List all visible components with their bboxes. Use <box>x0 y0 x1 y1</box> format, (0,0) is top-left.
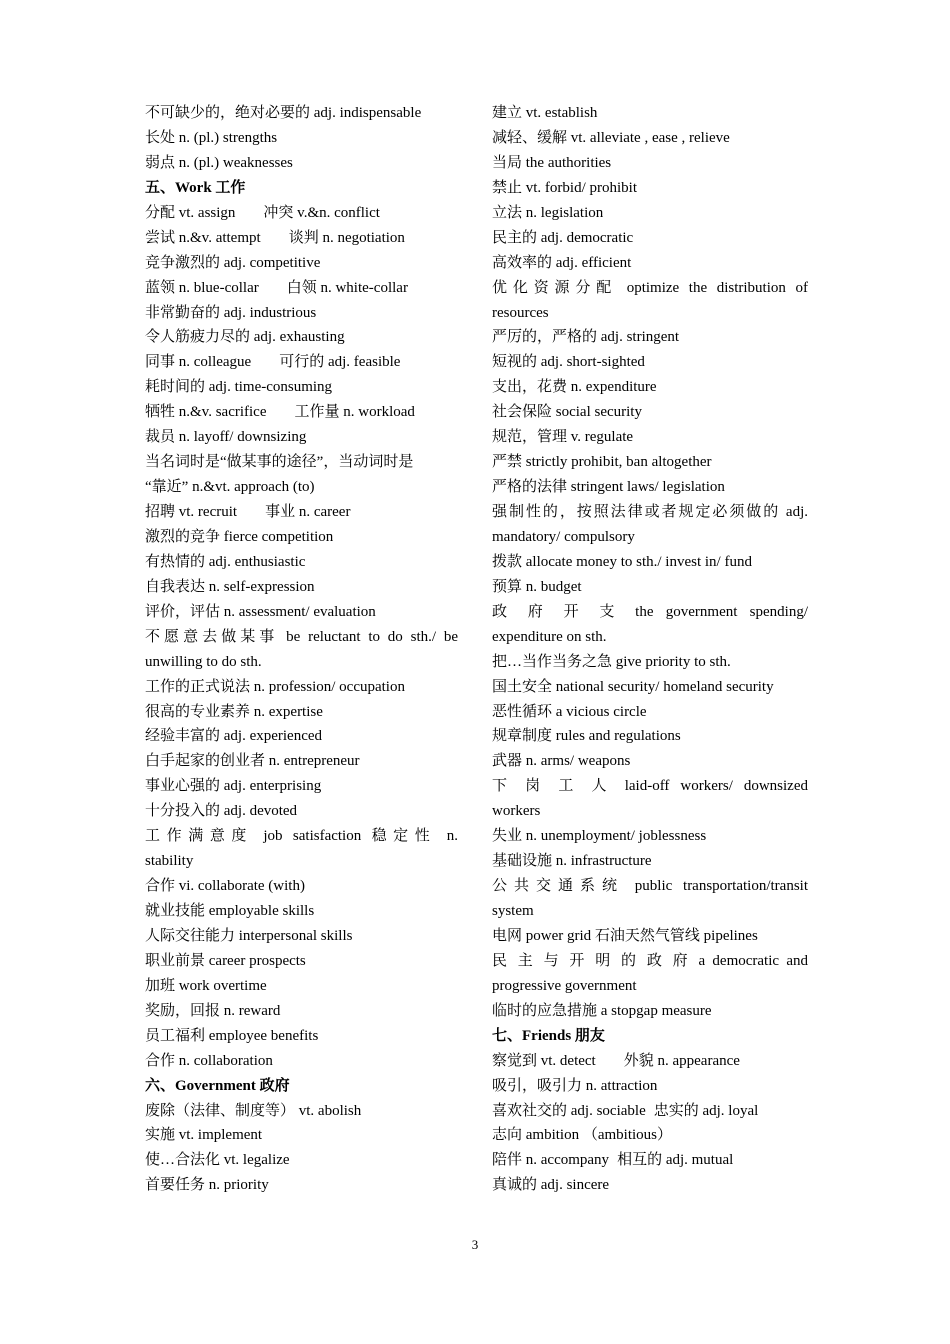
vocab-line <box>145 749 458 774</box>
entry-text: 牺牲 n.&v. sacrifice <box>145 404 267 421</box>
entry-text: 不可缺少的，绝对必要的 adj. indispensable <box>145 105 422 121</box>
entry-text: 志向 ambition （ambitious） <box>492 1127 672 1144</box>
vocab-line <box>145 400 458 425</box>
vocab-line <box>492 675 808 700</box>
vocab-line <box>145 625 458 650</box>
entry-text: unwilling to do sth. <box>145 653 262 670</box>
entry-text: 规章制度 rules and regulations <box>492 728 681 745</box>
entry-text: 建立 vt. establish <box>492 105 598 121</box>
entry-text: 武器 n. arms/ weapons <box>492 753 631 770</box>
vocab-line <box>492 1074 808 1099</box>
entry-text: 废除（法律、制度等） vt. abolish <box>145 1102 362 1119</box>
entry-text-second: 谈判 n. negotiation <box>288 229 405 246</box>
vocab-line <box>145 500 458 525</box>
vocab-line <box>492 550 808 575</box>
entry-text-second: 工作量 n. workload <box>294 404 415 421</box>
vocab-line <box>145 251 458 276</box>
vocab-line <box>145 974 458 999</box>
section-heading <box>145 1074 458 1099</box>
vocab-line <box>145 226 458 251</box>
vocab-line <box>492 799 808 824</box>
vocab-line <box>492 1099 808 1124</box>
entry-text: 国土安全 national security/ homeland security <box>492 678 774 695</box>
entry-text: 人际交往能力 interpersonal skills <box>145 927 353 944</box>
right-column <box>492 101 808 1198</box>
vocab-line <box>492 400 808 425</box>
left-column <box>145 101 458 1198</box>
entry-text-second: 外貌 n. appearance <box>623 1052 740 1069</box>
vocab-line <box>145 1148 458 1173</box>
vocab-line <box>145 475 458 500</box>
vocab-line <box>492 600 808 625</box>
entry-text: 有热情的 adj. enthusiastic <box>145 553 306 570</box>
entry-text: 十分投入的 adj. devoted <box>145 803 298 820</box>
vocab-line <box>492 650 808 675</box>
entry-text: 优化资源分配 optimize the distribution of <box>492 279 808 296</box>
vocab-line <box>492 1049 808 1074</box>
entry-text: 吸引，吸引力 n. attraction <box>492 1077 658 1094</box>
vocab-line <box>145 450 458 475</box>
entry-text: 不愿意去做某事 be reluctant to do sth./ be <box>145 628 458 645</box>
vocab-line <box>492 575 808 600</box>
entry-text-second: 可行的 adj. feasible <box>279 354 401 371</box>
vocab-line <box>145 101 458 126</box>
entry-text: 令人筋疲力尽的 adj. exhausting <box>145 329 345 346</box>
entry-text: 察觉到 vt. detect <box>492 1052 596 1069</box>
entry-text: 强制性的，按照法律或者规定必须做的 adj. <box>492 504 808 520</box>
vocab-line <box>145 774 458 799</box>
entry-text: 社会保险 social security <box>492 404 642 421</box>
entry-text: 裁员 n. layoff/ downsizing <box>145 429 307 446</box>
vocab-line <box>492 500 808 525</box>
entry-text: 恶性循环 a vicious circle <box>492 703 647 720</box>
entry-text: 下 岗 工 人 laid-off workers/ downsized <box>492 778 808 795</box>
vocab-line <box>492 151 808 176</box>
entry-text: 加班 work overtime <box>145 977 267 994</box>
vocab-line <box>145 276 458 301</box>
entry-text: 电网 power grid 石油天然气管线 pipelines <box>492 927 758 944</box>
vocab-line <box>492 625 808 650</box>
vocab-line <box>492 226 808 251</box>
vocab-line <box>145 575 458 600</box>
entry-text: 很高的专业素养 n. expertise <box>145 703 323 720</box>
vocab-line <box>145 550 458 575</box>
entry-text: 真诚的 adj. sincere <box>492 1177 610 1194</box>
entry-text: 减轻、缓解 vt. alleviate , ease , relieve <box>492 129 730 146</box>
vocab-line <box>145 724 458 749</box>
section-heading <box>492 1024 808 1049</box>
entry-text: 当名词时是“做某事的途径”，当动词时是 <box>145 454 414 471</box>
entry-text: 基础设施 n. infrastructure <box>492 853 652 870</box>
entry-text: 把…当作当务之急 give priority to sth. <box>492 653 731 670</box>
entry-text-second: 忠实的 adj. loyal <box>653 1102 759 1119</box>
vocab-line <box>145 151 458 176</box>
entry-text: 竞争激烈的 adj. competitive <box>145 254 321 271</box>
entry-text: 使…合法化 vt. legalize <box>145 1152 290 1169</box>
entry-text: 五、Work 工作 <box>145 179 246 196</box>
vocab-line <box>492 700 808 725</box>
vocab-line <box>145 600 458 625</box>
vocab-line <box>492 999 808 1024</box>
vocab-line <box>492 450 808 475</box>
vocab-line <box>492 824 808 849</box>
vocab-line <box>492 425 808 450</box>
section-heading <box>145 176 458 201</box>
entry-text: 公共交通系统 public transportation/transit <box>492 878 808 895</box>
vocab-line <box>145 874 458 899</box>
entry-text: 尝试 n.&v. attempt <box>145 229 261 246</box>
entry-text: 禁止 vt. forbid/ prohibit <box>492 179 637 196</box>
entry-text: 政 府 开 支 the government spending/ <box>492 603 808 620</box>
vocab-line <box>492 749 808 774</box>
vocab-line <box>492 924 808 949</box>
entry-text-second: 冲突 v.&n. conflict <box>263 204 380 221</box>
entry-text: 员工福利 employee benefits <box>145 1027 319 1044</box>
vocab-line <box>492 101 808 126</box>
vocab-line <box>145 650 458 675</box>
entry-text: system <box>492 903 534 919</box>
vocab-line <box>492 350 808 375</box>
vocab-line <box>145 824 458 849</box>
entry-text: 合作 vi. collaborate (with) <box>145 878 305 895</box>
entry-text: 首要任务 n. priority <box>145 1177 269 1194</box>
entry-text: 严禁 strictly prohibit, ban altogether <box>492 454 712 471</box>
entry-text: 民 主 与 开 明 的 政 府 a democratic and <box>492 952 808 969</box>
vocab-line <box>145 675 458 700</box>
vocab-line <box>492 525 808 550</box>
entry-text: “靠近” n.&vt. approach (to) <box>145 479 315 496</box>
vocab-line <box>492 176 808 201</box>
entry-text: 立法 n. legislation <box>492 204 604 221</box>
entry-text: 严格的法律 stringent laws/ legislation <box>492 479 725 496</box>
entry-text: 弱点 n. (pl.) weaknesses <box>145 154 293 171</box>
entry-text: 当局 the authorities <box>492 154 612 171</box>
entry-text: 职业前景 career prospects <box>145 952 306 969</box>
entry-text: 工作的正式说法 n. profession/ occupation <box>145 678 405 695</box>
entry-text-second: 白领 n. white-collar <box>286 279 408 296</box>
vocab-line <box>492 724 808 749</box>
vocab-line <box>492 1148 808 1173</box>
entry-text: expenditure on sth. <box>492 628 607 645</box>
vocab-line <box>492 949 808 974</box>
vocab-line <box>145 1173 458 1198</box>
entry-text: 短视的 adj. short-sighted <box>492 354 645 371</box>
vocab-line <box>145 924 458 949</box>
vocab-line <box>492 251 808 276</box>
vocab-line <box>492 899 808 924</box>
vocab-line <box>145 201 458 226</box>
entry-text: 喜欢社交的 adj. sociable <box>492 1102 646 1119</box>
entry-text-second: 相互的 adj. mutual <box>617 1152 734 1169</box>
vocab-line <box>492 301 808 326</box>
entry-text: 激烈的竞争 fierce competition <box>145 528 334 545</box>
vocab-line <box>492 1173 808 1198</box>
vocab-line <box>492 325 808 350</box>
entry-text: 高效率的 adj. efficient <box>492 254 632 271</box>
page-number: 3 <box>471 1237 479 1252</box>
entry-text: 奖励，回报 n. reward <box>145 1002 281 1019</box>
vocab-line <box>492 1123 808 1148</box>
entry-text: 就业技能 employable skills <box>145 903 315 919</box>
vocab-line <box>492 126 808 151</box>
vocab-line <box>145 949 458 974</box>
vocab-line <box>492 276 808 301</box>
vocab-line <box>145 700 458 725</box>
entry-text: progressive government <box>492 977 637 994</box>
vocab-line <box>492 974 808 999</box>
entry-text: 预算 n. budget <box>492 578 582 595</box>
vocab-line <box>145 126 458 151</box>
entry-text: 拨款 allocate money to sth./ invest in/ fund <box>492 553 752 570</box>
entry-text: 失业 n. unemployment/ joblessness <box>492 828 707 845</box>
entry-text: 同事 n. colleague <box>145 354 252 371</box>
vocab-line <box>145 849 458 874</box>
entry-text: 经验丰富的 adj. experienced <box>145 728 323 745</box>
entry-text: 支出，花费 n. expenditure <box>492 379 657 396</box>
entry-text: stability <box>145 853 194 870</box>
vocab-line <box>145 350 458 375</box>
entry-text: 分配 vt. assign <box>145 204 236 221</box>
vocab-line <box>145 325 458 350</box>
vocab-line <box>145 525 458 550</box>
entry-text: 白手起家的创业者 n. entrepreneur <box>145 753 360 770</box>
vocab-line <box>145 375 458 400</box>
entry-text: 规范，管理 v. regulate <box>492 429 634 446</box>
entry-text: 评价，评估 n. assessment/ evaluation <box>145 603 376 620</box>
vocab-line <box>145 1099 458 1124</box>
entry-text: 招聘 vt. recruit <box>145 504 238 520</box>
entry-text: 民主的 adj. democratic <box>492 229 634 246</box>
entry-text: 临时的应急措施 a stopgap measure <box>492 1002 712 1019</box>
entry-text: 非常勤奋的 adj. industrious <box>145 304 317 321</box>
entry-text: 六、Government 政府 <box>145 1077 290 1094</box>
vocab-line <box>492 201 808 226</box>
entry-text: 严厉的，严格的 adj. stringent <box>492 329 680 346</box>
vocab-line <box>492 774 808 799</box>
vocab-line <box>145 899 458 924</box>
entry-text: 长处 n. (pl.) strengths <box>145 129 278 146</box>
vocab-line <box>145 1049 458 1074</box>
entry-text: 蓝领 n. blue-collar <box>145 279 259 296</box>
entry-text: 合作 n. collaboration <box>145 1052 273 1069</box>
vocab-line <box>145 1123 458 1148</box>
entry-text: workers <box>492 803 541 820</box>
vocab-line <box>145 425 458 450</box>
vocab-line <box>492 475 808 500</box>
entry-text: 自我表达 n. self-expression <box>145 578 315 595</box>
entry-text-second: 事业 n. career <box>265 504 351 520</box>
entry-text: 陪伴 n. accompany <box>492 1152 610 1169</box>
entry-text: 七、Friends 朋友 <box>492 1027 605 1044</box>
vocab-line <box>492 874 808 899</box>
entry-text: 耗时间的 adj. time-consuming <box>145 379 333 396</box>
entry-text: 事业心强的 adj. enterprising <box>145 778 322 795</box>
vocab-line <box>492 375 808 400</box>
entry-text: 实施 vt. implement <box>145 1127 263 1144</box>
vocab-line <box>145 999 458 1024</box>
vocab-line <box>145 301 458 326</box>
vocab-line <box>145 799 458 824</box>
entry-text: mandatory/ compulsory <box>492 528 635 545</box>
entry-text: 工作满意度 job satisfaction 稳定性 n. <box>145 828 458 845</box>
entry-text: resources <box>492 304 549 321</box>
vocab-line <box>145 1024 458 1049</box>
vocab-line <box>492 849 808 874</box>
